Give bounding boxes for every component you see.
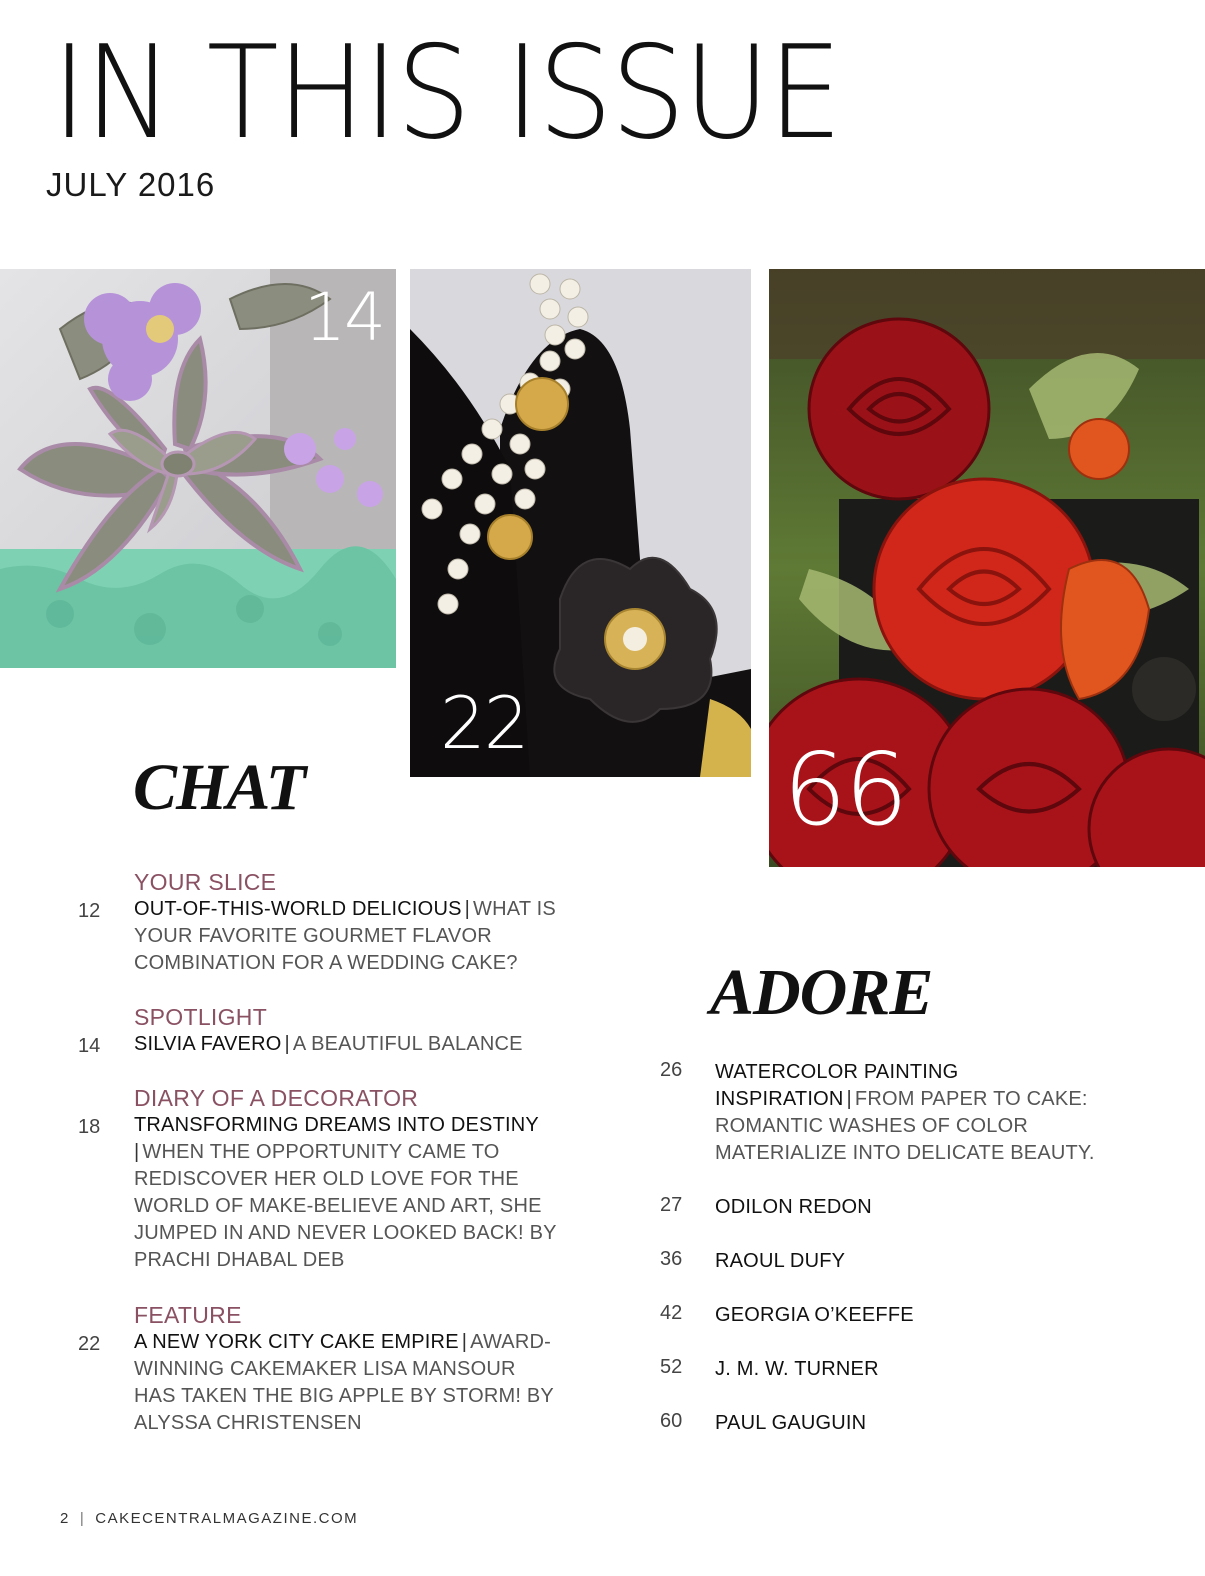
separator: | bbox=[134, 1141, 140, 1163]
separator: | bbox=[846, 1088, 852, 1110]
toc-entry[interactable] bbox=[78, 1004, 578, 1058]
toc-title: PAUL GAUGUIN bbox=[715, 1412, 867, 1434]
toc-entry[interactable] bbox=[660, 1059, 1140, 1167]
toc-title: GEORGIA O’KEEFFE bbox=[715, 1304, 914, 1326]
photo-page-label: 14 bbox=[304, 279, 384, 356]
toc-title: ODILON REDON bbox=[715, 1196, 872, 1218]
toc-description: A BEAUTIFUL BALANCE bbox=[292, 1033, 523, 1055]
toc-entry[interactable] bbox=[78, 1085, 578, 1274]
toc-page-number: 27 bbox=[660, 1194, 683, 1216]
footer-separator: | bbox=[79, 1510, 86, 1527]
toc-title: SILVIA FAVERO bbox=[134, 1033, 282, 1055]
chat-heading: CHAT bbox=[133, 751, 306, 824]
toc-category: SPOTLIGHT bbox=[134, 1004, 268, 1030]
toc-page-number: 18 bbox=[78, 1116, 101, 1138]
toc-page-number: 52 bbox=[660, 1356, 683, 1378]
toc-page-number: 36 bbox=[660, 1248, 683, 1270]
toc-title: OUT-OF-THIS-WORLD DELICIOUS bbox=[134, 898, 462, 920]
toc-entry[interactable] bbox=[660, 1194, 1140, 1221]
toc-entry[interactable] bbox=[660, 1302, 1140, 1329]
succulent-cake-photo bbox=[0, 269, 396, 668]
footer-website[interactable]: CAKECENTRALMAGAZINE.COM bbox=[95, 1510, 359, 1527]
toc-title: J. M. W. TURNER bbox=[715, 1358, 879, 1380]
photo-page-label: 22 bbox=[440, 681, 528, 765]
toc-description: WHEN THE OPPORTUNITY CAME TO REDISCOVER HER OLD LOVE FOR THE WORLD OF MAKE-BELIEVE AND ART, SHE JUMPED IN AND NEVER LOOKED BACK! BY PRACHI DHABAL DEB bbox=[134, 1141, 557, 1271]
toc-category: YOUR SLICE bbox=[134, 869, 277, 895]
toc-description: AWARD-WINNING CAKEMAKER LISA MANSOUR HAS TAKEN THE BIG APPLE BY STORM! BY ALYSSA CHRISTENSEN bbox=[134, 1331, 554, 1434]
toc-description: FROM PAPER TO CAKE: ROMANTIC WASHES OF COLOR MATERIALIZE INTO DELICATE BEAUTY. bbox=[715, 1088, 1095, 1164]
adore-heading: ADORE bbox=[710, 956, 933, 1029]
toc-category: DIARY OF A DECORATOR bbox=[134, 1085, 419, 1111]
page-footer bbox=[60, 1510, 358, 1527]
issue-date: JULY 2016 bbox=[46, 166, 216, 203]
footer-page-number: 2 bbox=[60, 1510, 70, 1527]
toc-page-number: 60 bbox=[660, 1410, 683, 1432]
page-title: IN THIS ISSUE bbox=[52, 19, 841, 168]
toc-entry[interactable] bbox=[660, 1248, 1140, 1275]
separator: | bbox=[284, 1033, 290, 1055]
separator: | bbox=[464, 898, 471, 920]
toc-entry[interactable] bbox=[660, 1410, 1140, 1437]
toc-category: FEATURE bbox=[134, 1302, 242, 1328]
toc-entry[interactable] bbox=[78, 869, 578, 977]
toc-title: WATERCOLOR PAINTING INSPIRATION bbox=[715, 1061, 959, 1110]
toc-page-number: 42 bbox=[660, 1302, 683, 1324]
red-roses-cake-photo bbox=[769, 269, 1205, 867]
toc-title: RAOUL DUFY bbox=[715, 1250, 846, 1272]
toc-page-number: 26 bbox=[660, 1059, 683, 1081]
toc-title: TRANSFORMING DREAMS INTO DESTINY bbox=[134, 1114, 539, 1136]
photo-page-label: 66 bbox=[783, 731, 907, 848]
toc-page-number: 12 bbox=[78, 900, 101, 922]
toc-description: WHAT IS YOUR FAVORITE GOURMET FLAVOR COMBINATION FOR A WEDDING CAKE? bbox=[134, 898, 556, 974]
toc-entry[interactable] bbox=[78, 1302, 578, 1437]
separator: | bbox=[461, 1331, 468, 1353]
pearl-necklace-cake-photo bbox=[410, 269, 751, 777]
toc-page-number: 14 bbox=[78, 1035, 101, 1057]
toc-entry[interactable] bbox=[660, 1356, 1140, 1383]
toc-page-number: 22 bbox=[78, 1333, 101, 1355]
toc-title: A NEW YORK CITY CAKE EMPIRE bbox=[134, 1331, 459, 1353]
